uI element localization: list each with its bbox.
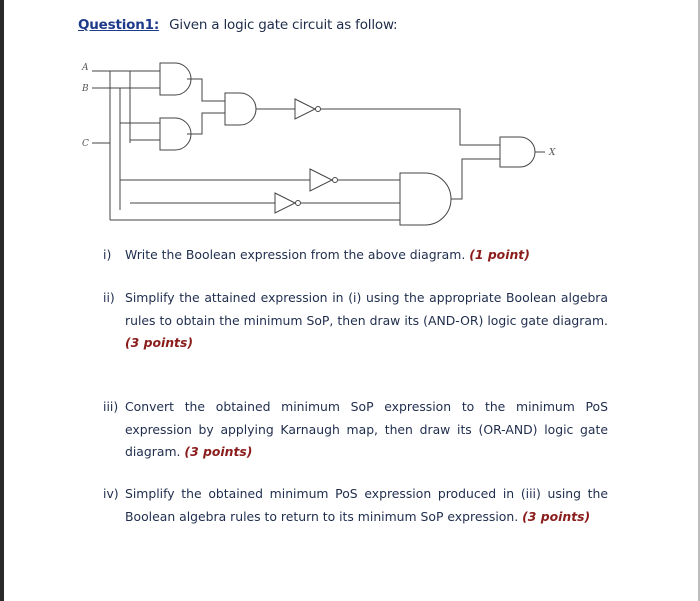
output-label-x: X xyxy=(549,148,556,158)
input-label-c: C xyxy=(82,139,89,149)
question-number: iii) xyxy=(103,399,119,414)
question-item-1 xyxy=(103,244,608,267)
question-number: iv) xyxy=(103,486,119,501)
question-item-3 xyxy=(103,396,608,464)
question-prompt: Given a logic gate circuit as follow: xyxy=(169,17,398,33)
input-label-a: A xyxy=(82,63,89,73)
left-border xyxy=(0,0,4,601)
question-text: Simplify the obtained minimum PoS expression produced in (iii) using the Boolean algebra rules to return to its minimum SoP expression. (3 points) xyxy=(125,486,608,524)
logic-circuit-diagram xyxy=(70,55,590,230)
question-number: i) xyxy=(103,247,112,262)
question-text: Simplify the attained expression in (i) using the appropriate Boolean algebra rules to obtain the minimum SoP, then draw its (AND-OR) logic gate diagram. (3 points) xyxy=(125,290,608,350)
question-item-2 xyxy=(103,287,608,355)
question-points: (3 points) xyxy=(184,444,253,459)
question-item-4 xyxy=(103,483,608,528)
question-number: ii) xyxy=(103,290,115,305)
question-points: (3 points) xyxy=(125,335,194,350)
question-text: Write the Boolean expression from the above diagram. (1 point) xyxy=(125,247,530,262)
question-points: (3 points) xyxy=(522,508,591,524)
question-header xyxy=(78,17,397,33)
question-points: (1 point) xyxy=(469,247,530,262)
input-label-b: B xyxy=(82,84,89,94)
question-text: Convert the obtained minimum SoP expression to the minimum PoS expression by applying Karnaugh map, then draw its (OR-AND) logic gate diagram. (3 points) xyxy=(125,399,608,459)
question-label: Question1: xyxy=(78,17,160,33)
